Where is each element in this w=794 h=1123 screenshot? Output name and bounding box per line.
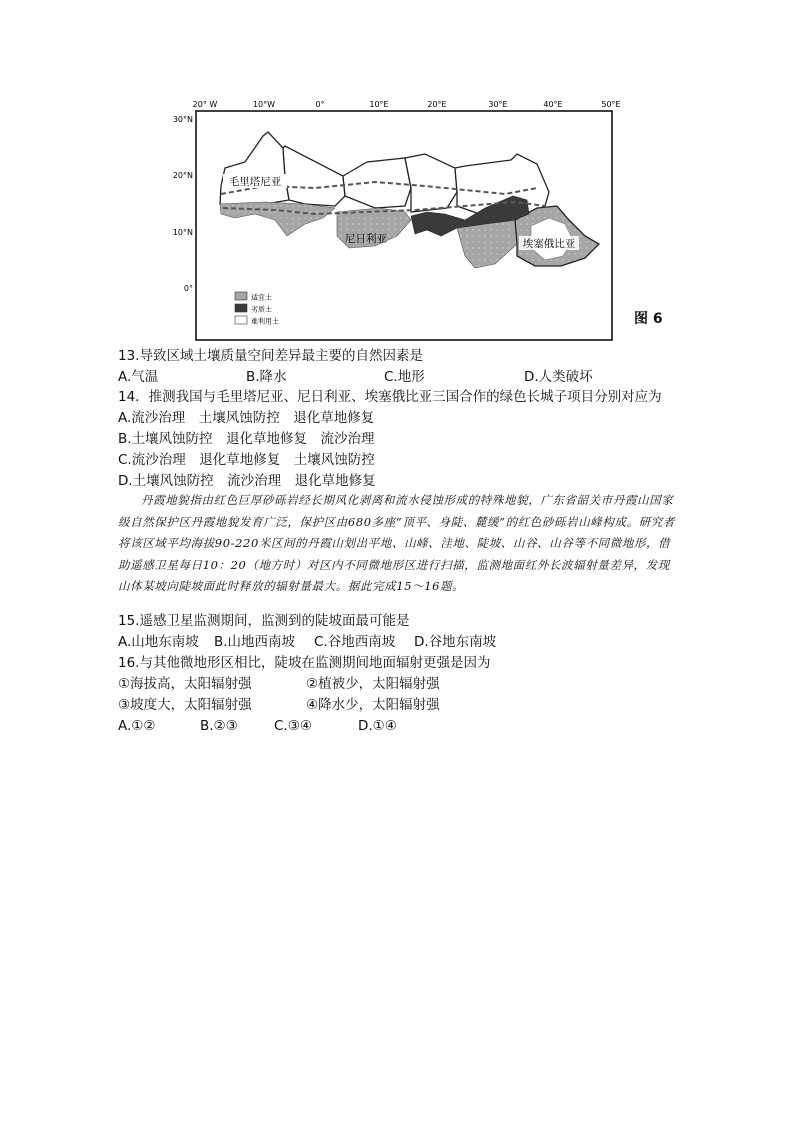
option: A.①② <box>118 718 156 734</box>
lat-tick: 0° <box>183 284 193 293</box>
label-mauritania: 毛里塔尼亚 <box>228 176 282 188</box>
statement: ③坡度大，太阳辐射强 <box>118 697 252 713</box>
map-svg <box>165 96 625 346</box>
option: B.降水 <box>246 369 287 385</box>
lon-tick: 30°E <box>488 100 508 109</box>
legend-label: 劣质土 <box>251 305 272 314</box>
legend-label: 难利用土 <box>251 317 279 326</box>
lat-tick: 10°N <box>172 228 193 237</box>
option: A.气温 <box>118 369 159 385</box>
legend-swatch-unusable <box>235 316 247 324</box>
option: B.②③ <box>200 718 238 734</box>
option: D.①④ <box>358 718 397 734</box>
option: C.地形 <box>384 369 425 385</box>
option: D.人类破坏 <box>524 369 593 385</box>
label-nigeria: 尼日利亚 <box>345 233 387 245</box>
statement: ②植被少，太阳辐射强 <box>306 676 440 692</box>
figure-label: 图 6 <box>634 311 663 327</box>
question-14-stem: 14．推测我国与毛里塔尼亚、尼日利亚、埃塞俄比亚三国合作的绿色长城子项目分别对应为 <box>118 389 662 405</box>
question-14-option: C.流沙治理 退化草地修复 土壤风蚀防控 <box>118 452 375 468</box>
option: D.谷地东南坡 <box>414 634 497 650</box>
statement: ①海拔高，太阳辐射强 <box>118 676 252 692</box>
question-15-stem: 15.遥感卫星监测期间，监测到的陡坡面最可能是 <box>118 613 410 629</box>
lon-tick: 10°E <box>369 100 389 109</box>
legend-label: 适宜土 <box>251 293 272 302</box>
option: C.③④ <box>274 718 312 734</box>
question-13-stem: 13.导致区域土壤质量空间差异最主要的自然因素是 <box>118 348 423 364</box>
lon-tick: 50°E <box>601 100 621 109</box>
label-ethiopia: 埃塞俄比亚 <box>522 238 576 250</box>
lat-tick: 20°N <box>172 171 193 180</box>
lon-tick: 40°E <box>543 100 563 109</box>
legend-swatch-suitable <box>235 292 247 300</box>
passage-text: 丹霞地貌指由红色巨厚砂砾岩经长期风化剥离和流水侵蚀形成的特殊地貌，广东省韶关市丹霞山国家级自然保护区丹霞地貌发育广泛，保护区由680多座“顶平、身陡、麓缓”的红色砂砾岩山峰构成。研究者将该区域平均海拔90-220米区间的丹霞山划出平地、山峰、洼地、陡坡、山谷、山谷等不同微地形，借助遥感卫星每日10：20（地方时）对区内不同微地形区进行扫描，监测地面红外长波辐射量差异，发现山体某坡向陡坡面此时释放的辐射量最大。据此完成15～16题。 <box>118 493 676 593</box>
reading-passage <box>118 490 680 598</box>
question-14-option: D.土壤风蚀防控 流沙治理 退化草地修复 <box>118 473 376 489</box>
question-14-option: A.流沙治理 土壤风蚀防控 退化草地修复 <box>118 410 375 426</box>
option: B.山地西南坡 <box>214 634 296 650</box>
question-16-stem: 16.与其他微地形区相比，陡坡在监测期间地面辐射更强是因为 <box>118 655 491 671</box>
option: C.谷地西南坡 <box>314 634 396 650</box>
lon-tick: 10°W <box>252 100 276 109</box>
statement: ④降水少，太阳辐射强 <box>306 697 440 713</box>
lon-tick: 20° W <box>192 100 218 109</box>
africa-soil-map <box>165 96 625 346</box>
question-14-option: B.土壤风蚀防控 退化草地修复 流沙治理 <box>118 431 375 447</box>
lon-tick: 0° <box>315 100 325 109</box>
lat-tick: 30°N <box>172 115 193 124</box>
option: A.山地东南坡 <box>118 634 199 650</box>
lon-tick: 20°E <box>427 100 447 109</box>
legend-swatch-poor <box>235 304 247 312</box>
